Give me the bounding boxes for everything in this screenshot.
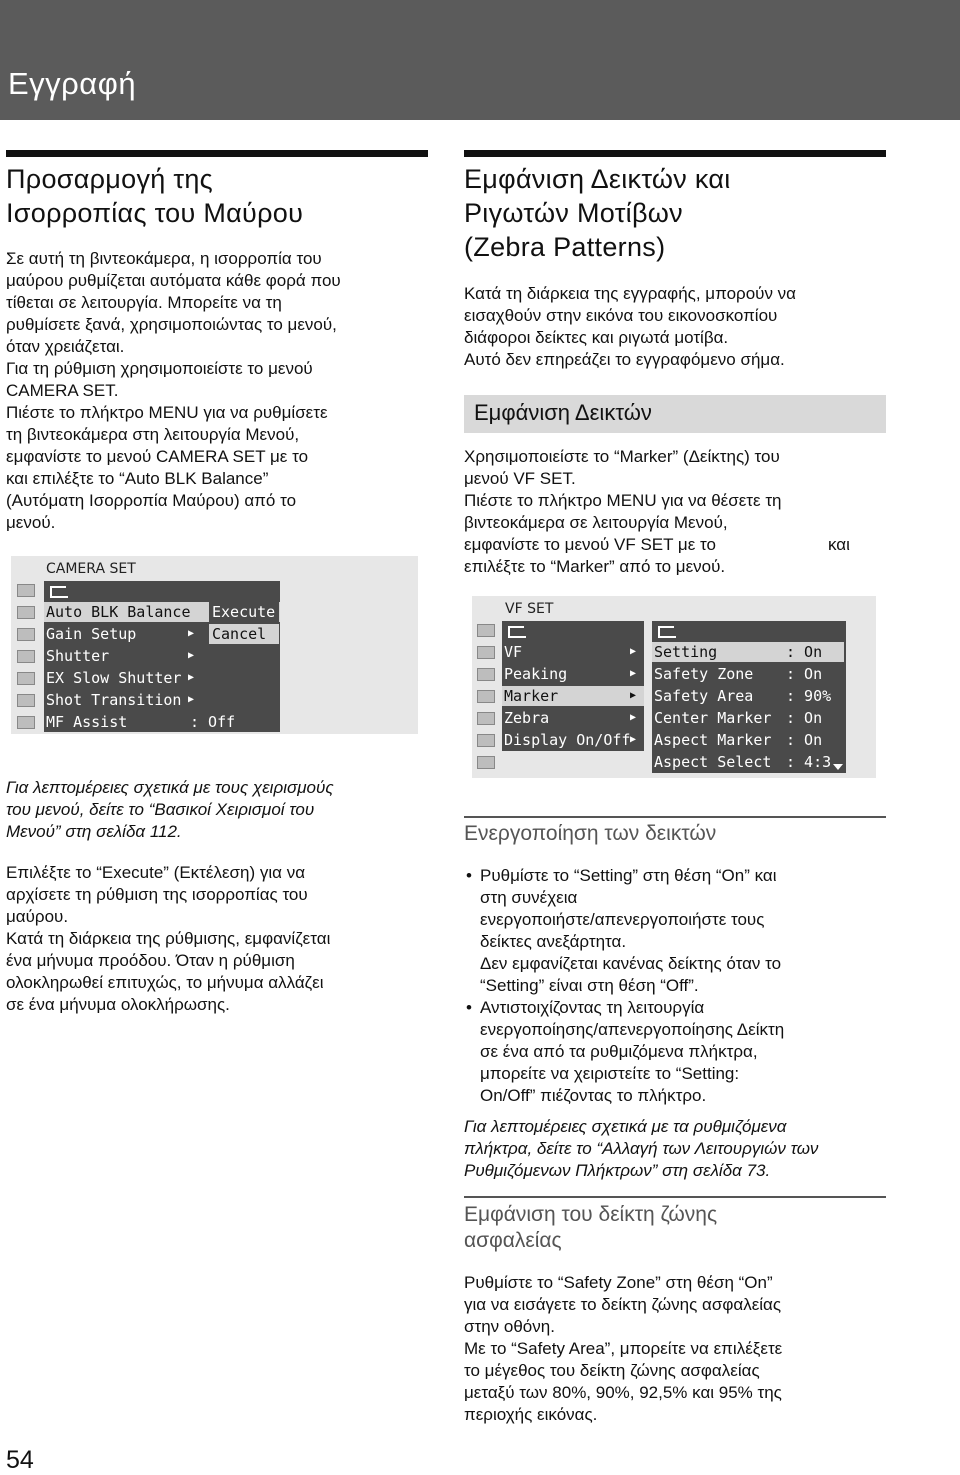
text-line: επιλέξτε το “Marker” από το μενού.	[464, 557, 726, 576]
text-line: (Αυτόματη Ισορροπία Μαύρου) από το	[6, 491, 297, 510]
text-line: δείκτες ανεξάρτητα.	[480, 932, 627, 951]
menu-item-label: Gain Setup	[46, 625, 137, 643]
menu-item-label: Auto BLK Balance	[46, 603, 191, 621]
lcd-icon	[477, 690, 495, 703]
text-line: στη συνέχεια	[480, 888, 578, 907]
safety-heading-rule	[464, 1196, 886, 1198]
submenu-label: Safety Zone	[654, 665, 754, 683]
menu-item-peaking[interactable]	[502, 664, 644, 684]
submenu-value: : On	[786, 731, 823, 749]
activate-bullets	[464, 865, 784, 1107]
menu-item-ex-slow-shutter[interactable]	[44, 668, 204, 688]
menu-title: VF SET	[505, 601, 554, 617]
video-icon	[477, 668, 495, 681]
text-line: Για λεπτομέρειες σχετικά με τους χειρισμούς	[6, 778, 334, 797]
submenu-safety-zone[interactable]	[652, 664, 844, 684]
menu-item-label: Marker	[504, 687, 559, 705]
submenu-aspect-marker[interactable]	[652, 730, 844, 750]
text-line: ένα μήνυμα προόδου. Όταν η ρύθμιση	[6, 951, 295, 970]
left-intro	[6, 248, 341, 534]
chevron-right-icon: ▶	[188, 628, 195, 639]
text-line: το μέγεθος του δείκτη ζώνης ασφαλείας	[464, 1361, 760, 1380]
text-line: Για λεπτομέρειες σχετικά με τα ρυθμιζόμενα	[464, 1117, 787, 1136]
text-line: Πιέστε το πλήκτρο MENU για να θέσετε τη	[464, 491, 782, 510]
section-title: Εγγραφή	[8, 66, 137, 101]
text-line: στην οθόνη.	[464, 1317, 555, 1336]
menu-icon	[17, 716, 35, 729]
scroll-down-icon[interactable]	[833, 764, 843, 770]
left-note	[6, 777, 334, 843]
right-intro	[464, 283, 796, 371]
text-line: τίθεται σε λειτουργία. Μπορείτε να τη	[6, 293, 282, 312]
text-line: Μενού” στη σελίδα 112.	[6, 822, 182, 841]
menu-item-marker[interactable]	[502, 686, 644, 706]
menu-item-shot-transition[interactable]	[44, 690, 204, 710]
safety-heading	[464, 1202, 717, 1254]
tc-icon	[477, 712, 495, 725]
submenu-label: Aspect Select	[654, 753, 772, 771]
submenu-value: : 90%	[786, 687, 832, 705]
text-line: • Αντιστοιχίζοντας τη λειτουργία	[480, 998, 705, 1017]
chevron-right-icon: ▶	[630, 734, 637, 745]
submenu-aspect-select[interactable]	[652, 752, 844, 772]
vf-set-menu-screen	[472, 596, 876, 778]
markers-text-and: και	[828, 535, 850, 554]
text-line: διάφοροι δείκτες και ριγωτά μοτίβα.	[464, 328, 729, 347]
text-line: βιντεοκάμερα σε λειτουργία Μενού,	[464, 513, 728, 532]
menu-item-mf-assist[interactable]	[44, 712, 280, 732]
text-line: μαύρου ρυθμίζεται αυτόματα κάθε φορά που	[6, 271, 341, 290]
submenu-label: Safety Area	[654, 687, 754, 705]
right-heading-line: (Zebra Patterns)	[464, 232, 666, 262]
text-line: εμφανίστε το μενού CAMERA SET με το	[6, 447, 309, 466]
text-line: ρυθμίσετε ξανά, χρησιμοποιώντας το μενού,	[6, 315, 337, 334]
left-heading-line: Προσαρμογή της	[6, 164, 213, 194]
others-icon	[17, 694, 35, 707]
text-line: μπορείτε να χειριστείτε το “Setting:	[480, 1064, 740, 1083]
submenu-cancel[interactable]	[209, 624, 279, 644]
tc-icon	[17, 672, 35, 685]
activate-heading-rule	[464, 816, 886, 818]
markers-text	[464, 446, 782, 578]
left-outro	[6, 862, 330, 1016]
submenu-value: : On	[786, 665, 823, 683]
menu-item-vf[interactable]	[502, 642, 644, 662]
menu-item-label: Shutter	[46, 647, 110, 665]
audio-icon	[477, 646, 495, 659]
markers-subheading	[464, 395, 886, 433]
left-heading-rule	[6, 150, 428, 157]
text-line: πλήκτρα, δείτε το “Αλλαγή των Λειτουργιών των	[464, 1139, 819, 1158]
submenu-value: : 4:3	[786, 753, 832, 771]
submenu-label: Execute	[212, 603, 276, 621]
submenu-label: Aspect Marker	[654, 731, 772, 749]
return-icon[interactable]	[658, 626, 674, 638]
text-line: ολοκληρωθεί επιτυχώς, το μήνυμα αλλάζει	[6, 973, 324, 992]
activate-heading: Ενεργοποίηση των δεικτών	[464, 822, 717, 845]
menu-item-label: Display On/Off	[504, 731, 631, 749]
submenu-label: Setting	[654, 643, 718, 661]
text-line: περιοχής εικόνας.	[464, 1405, 598, 1424]
text-line: εισαχθούν στην εικόνα του εικονοσκοπίου	[464, 306, 778, 325]
bullet-item	[464, 997, 784, 1107]
menu-item-label: MF Assist	[46, 713, 128, 731]
safety-heading-line: ασφαλείας	[464, 1229, 562, 1252]
text-line: Κατά τη διάρκεια της ρύθμισης, εμφανίζεται	[6, 929, 331, 948]
text-line: On/Off” πιέζοντας το πλήκτρο.	[480, 1086, 707, 1105]
return-icon[interactable]	[50, 586, 66, 598]
text-line: ενεργοποιήστε/απενεργοποιήστε τους	[480, 910, 765, 929]
menu-icon	[477, 756, 495, 769]
submenu-label: Center Marker	[654, 709, 772, 727]
text-line: μενού.	[6, 513, 56, 532]
text-line: Χρησιμοποιείστε το “Marker” (Δείκτης) του	[464, 447, 780, 466]
menu-item-label: Peaking	[504, 665, 568, 683]
menu-item-display-on-off[interactable]	[502, 730, 644, 750]
chevron-right-icon: ▶	[630, 690, 637, 701]
camera-icon	[17, 584, 35, 597]
menu-item-gain-setup[interactable]	[44, 624, 204, 644]
right-heading	[464, 162, 731, 264]
left-heading	[6, 162, 303, 230]
right-note	[464, 1116, 818, 1182]
text-line: Για τη ρύθμιση χρησιμοποιείστε το μενού	[6, 359, 313, 378]
camera-set-menu-screen	[11, 556, 418, 734]
text-line: όταν χρειάζεται.	[6, 337, 125, 356]
text-line: μενού VF SET.	[464, 469, 576, 488]
safety-text	[464, 1272, 782, 1426]
chevron-right-icon: ▶	[630, 712, 637, 723]
markers-subheading-text: Εμφάνιση Δεικτών	[474, 400, 652, 425]
text-line: Ρυθμιζόμενων Πλήκτρων” στη σελίδα 73.	[464, 1161, 771, 1180]
text-line: • Ρυθμίστε το “Setting” στη θέση “On” και	[480, 866, 777, 885]
submenu-label: Cancel	[212, 625, 267, 643]
chevron-right-icon: ▶	[188, 672, 195, 683]
submenu-center-marker[interactable]	[652, 708, 844, 728]
others-icon	[477, 734, 495, 747]
submenu-value: : On	[786, 709, 823, 727]
text-line: Αυτό δεν επηρεάζει το εγγραφόμενο σήμα.	[464, 350, 785, 369]
text-line: εμφανίστε το μενού VF SET με το	[464, 535, 716, 554]
audio-icon	[17, 606, 35, 619]
text-line: Με το “Safety Area”, μπορείτε να επιλέξετε	[464, 1339, 783, 1358]
menu-item-label: Shot Transition	[46, 691, 182, 709]
marker-submenu	[652, 621, 846, 773]
vf-set-menu-list	[502, 621, 644, 751]
text-line: μεταξύ των 80%, 90%, 92,5% και 95% της	[464, 1383, 782, 1402]
menu-item-shutter[interactable]	[44, 646, 204, 666]
text-line: Δεν εμφανίζεται κανένας δείκτης όταν το	[480, 954, 782, 973]
submenu-value: : On	[786, 643, 823, 661]
text-line: Πιέστε το πλήκτρο MENU για να ρυθμίσετε	[6, 403, 328, 422]
menu-item-label: VF	[504, 643, 523, 661]
text-line: σε ένα από τα ρυθμιζόμενα πλήκτρα,	[480, 1042, 758, 1061]
right-heading-line: Εμφάνιση Δεικτών και	[464, 164, 731, 194]
submenu-setting[interactable]	[652, 642, 844, 662]
text-line: του μενού, δείτε το “Βασικοί Χειρισμοί του	[6, 800, 315, 819]
text-line: σε ένα μήνυμα ολοκλήρωσης.	[6, 995, 230, 1014]
text-line: και επιλέξτε το “Auto BLK Balance”	[6, 469, 269, 488]
submenu-execute[interactable]	[209, 602, 279, 622]
left-heading-line: Ισορροπίας του Μαύρου	[6, 198, 304, 228]
bullet-item	[464, 865, 784, 997]
video-icon	[17, 628, 35, 641]
chevron-right-icon: ▶	[188, 650, 195, 661]
camera-icon	[477, 624, 495, 637]
menu-item-label: EX Slow Shutter	[46, 669, 182, 687]
lcd-icon	[17, 650, 35, 663]
chevron-right-icon: ▶	[630, 646, 637, 657]
text-line: Επιλέξτε το “Execute” (Εκτέλεση) για να	[6, 863, 306, 882]
text-line: για να εισάγετε το δείκτη ζώνης ασφαλείας	[464, 1295, 782, 1314]
menu-item-zebra[interactable]	[502, 708, 644, 728]
return-icon[interactable]	[508, 626, 524, 638]
right-heading-line: Ριγωτών Μοτίβων	[464, 198, 683, 228]
text-line: τη βιντεοκάμερα στη λειτουργία Μενού,	[6, 425, 300, 444]
text-line: Ρυθμίστε το “Safety Zone” στη θέση “On”	[464, 1273, 773, 1292]
text-line: ενεργοποίησης/απενεργοποίησης Δείκτη	[480, 1020, 785, 1039]
text-line: Σε αυτή τη βιντεοκάμερα, η ισορροπία του	[6, 249, 322, 268]
text-line: μαύρου.	[6, 907, 69, 926]
text-line: “Setting” είναι στη θέση “Off”.	[480, 976, 699, 995]
header-band	[0, 0, 960, 120]
menu-item-value: : Off	[190, 713, 236, 731]
safety-heading-line: Εμφάνιση του δείκτη ζώνης	[464, 1203, 718, 1226]
page-number: 54	[6, 1446, 34, 1474]
menu-item-label: Zebra	[504, 709, 550, 727]
right-heading-rule	[464, 150, 886, 157]
text-line: CAMERA SET.	[6, 381, 119, 400]
chevron-right-icon: ▶	[630, 668, 637, 679]
chevron-right-icon: ▶	[188, 694, 195, 705]
text-line: Κατά τη διάρκεια της εγγραφής, μπορούν να	[464, 284, 797, 303]
submenu-safety-area[interactable]	[652, 686, 844, 706]
execute-submenu	[209, 602, 279, 646]
menu-title: CAMERA SET	[46, 561, 136, 577]
text-line: αρχίσετε τη ρύθμιση της ισορροπίας του	[6, 885, 308, 904]
